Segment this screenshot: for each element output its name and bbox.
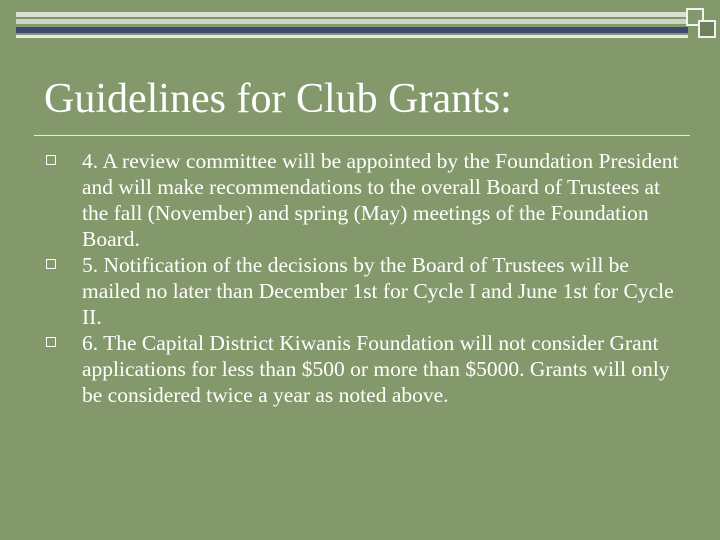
bullet-text: 5. Notification of the decisions by the Board of Trustees will be mailed no later than December 1st for Cycle I and June 1st for Cycle II. [82, 253, 674, 329]
hollow-square-bullet-icon [46, 337, 56, 347]
bullet-item [46, 330, 686, 408]
header-accent-stripe [16, 27, 688, 33]
header-stripe [16, 19, 688, 24]
bullet-item [46, 252, 686, 330]
header-stripe [16, 35, 688, 38]
hollow-square-bullet-icon [46, 259, 56, 269]
bullet-list [46, 148, 686, 408]
bullet-text: 4. A review committee will be appointed by the Foundation President and will make recommendations to the overall Board of Trustees at the fall (November) and spring (May) meetings of the Foundation Board. [82, 149, 679, 251]
hollow-square-bullet-icon [46, 155, 56, 165]
corner-square-icon [698, 20, 716, 38]
header-stripe [16, 12, 688, 17]
bullet-item [46, 148, 686, 252]
bullet-text: 6. The Capital District Kiwanis Foundation will not consider Grant applications for less than $500 or more than $5000. Grants will only be considered twice a year as noted above. [82, 331, 670, 407]
decorative-header-stripes [0, 0, 720, 48]
slide-title: Guidelines for Club Grants: [44, 76, 512, 122]
title-divider [34, 135, 690, 136]
